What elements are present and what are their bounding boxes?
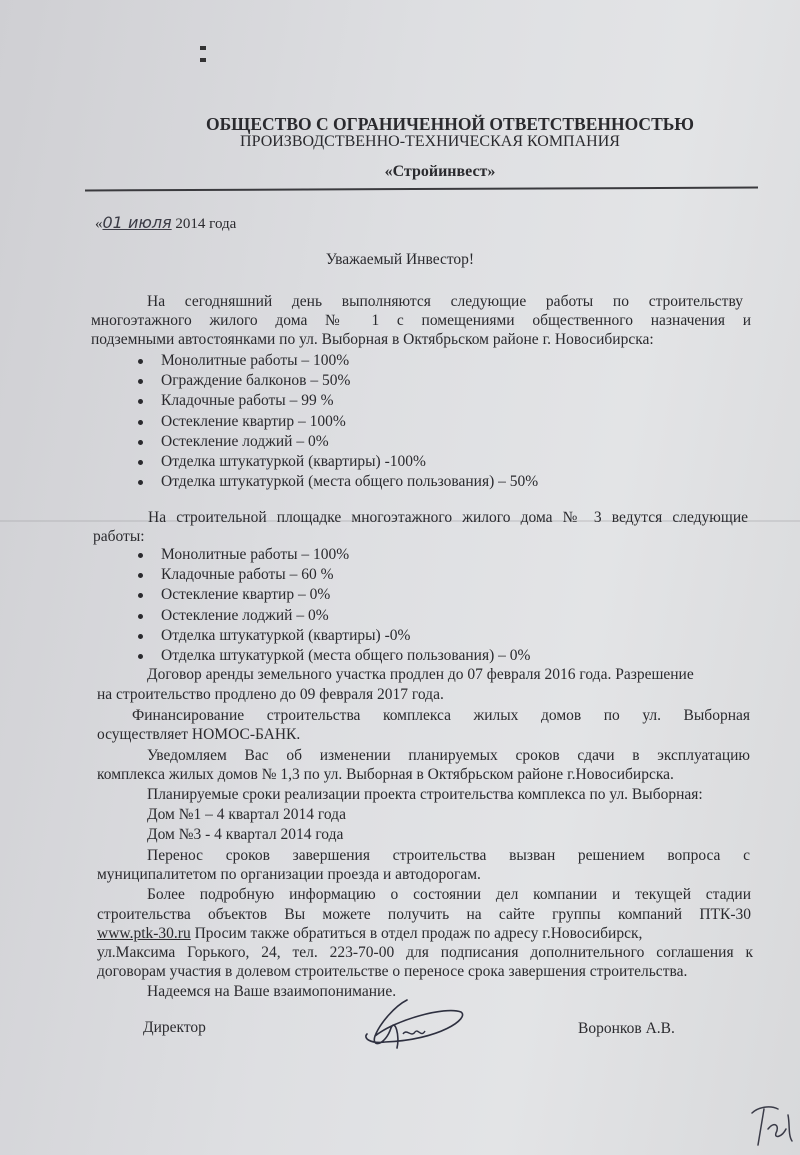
list-item: Кладочные работы – 99 % [137,391,538,411]
finance-line: Финансирование строительства комплекса жилых домов по ул. Выборная [132,707,750,724]
list-item: Монолитные работы – 100% [137,545,530,565]
planned-heading: Планируемые сроки реализации проекта строительства комплекса по ул. Выборная: [147,786,703,803]
notice-line: Уведомляем Вас об изменении планируемых сроков сдачи в эксплуатацию [147,747,750,764]
info-line: строительства объектов Вы можете получить на сайте группы компаний ПТК-30 [97,906,751,923]
lease-line: Договор аренды земельного участка продлен до 07 февраля 2016 года. Разрешение [147,666,694,683]
section2-intro-line: работы: [93,528,145,545]
delay-line: Перенос сроков завершения строительства вызван решением вопроса с [147,847,750,864]
letter-date [95,213,236,233]
list-item: Остекление лоджий – 0% [137,606,530,626]
info-line: договорам участия в долевом строительстве о переносе срока завершения строительства. [97,963,688,980]
website-link[interactable]: www.ptk-30.ru [97,925,191,942]
greeting: Уважаемый Инвестор! [325,251,475,268]
date-year: 2014 года [175,216,237,232]
signatory-name: Воронков А.В. [578,1020,675,1037]
section2-work-list [137,545,530,666]
ink-mark [200,58,206,62]
list-item: Кладочные работы – 60 % [137,565,530,585]
section1-intro-line: многоэтажного жилого дома № 1 с помещениями общественного назначения и [91,312,751,329]
signature-mark [345,998,470,1058]
list-item: Монолитные работы – 100% [137,351,538,371]
list-item: Остекление квартир – 0% [137,585,530,605]
notice-line: комплекса жилых домов № 1,3 по ул. Выборная в Октябрьском районе г.Новосибирска. [97,766,674,783]
section2-intro-line: На строительной площадке многоэтажного жилого дома № 3 ведутся следующие [148,509,748,526]
date-open-quote: « [95,216,103,232]
house1-deadline: Дом №1 – 4 квартал 2014 года [147,806,346,823]
section1-work-list [137,351,538,492]
list-item: Отделка штукатуркой (места общего пользования) – 50% [137,472,538,492]
list-item: Ограждение балконов – 50% [137,371,538,391]
delay-line: муниципалитетом по организации проезда и автодорогам. [97,866,481,883]
handwritten-date: 01 июля [102,213,172,232]
list-item: Отделка штукатуркой (места общего пользования) – 0% [137,646,530,666]
section1-intro-line: На сегодняшний день выполняются следующие работы по строительству [147,293,743,310]
info-line: ул.Максима Горького, 24, тел. 223-70-00 для подписания дополнительного соглашения к [97,944,753,961]
list-item: Отделка штукатуркой (квартиры) -0% [137,626,530,646]
signatory-title: Директор [143,1019,206,1036]
list-item: Остекление квартир – 100% [137,412,538,432]
company-name: «Стройинвест» [384,163,496,180]
house3-deadline: Дом №3 - 4 квартал 2014 года [147,826,344,843]
lease-line: на строительство продлено до 09 февраля 2017 года. [97,686,444,703]
finance-line: осуществляет НОМОС-БАНК. [97,726,301,743]
info-line: Более подробную информацию о состоянии дел компании и текущей стадии [147,886,751,903]
company-subtitle: ПРОИЗВОДСТВЕННО-ТЕХНИЧЕСКАЯ КОМПАНИЯ [240,133,620,150]
list-item: Отделка штукатуркой (квартиры) -100% [137,452,538,472]
company-type: ОБЩЕСТВО С ОГРАНИЧЕННОЙ ОТВЕТСТВЕННОСТЬЮ [205,114,695,134]
info-line [97,925,751,943]
header-divider [85,187,758,192]
info-text: Просим также обратиться в отдел продаж по адресу г.Новосибирск, [190,925,643,942]
list-item: Остекление лоджий – 0% [137,432,538,452]
corner-handwriting-mark [744,1095,800,1155]
ink-mark [200,46,206,50]
closing-line: Надеемся на Ваше взаимопонимание. [147,983,397,1000]
section1-intro-line: подземными автостоянками по ул. Выборная в Октябрьском районе г. Новосибирска: [91,331,654,348]
